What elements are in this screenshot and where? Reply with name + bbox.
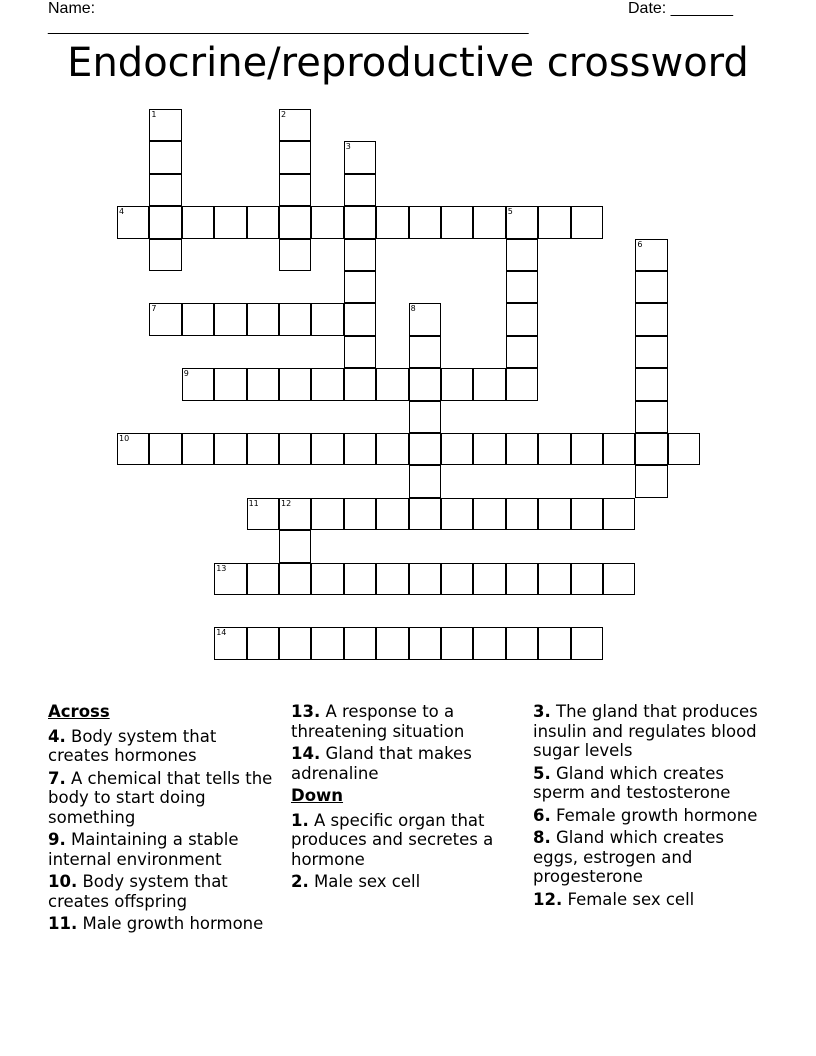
grid-cell[interactable] <box>538 206 570 238</box>
clue-item <box>533 890 763 910</box>
clue-number: 7 <box>151 304 157 314</box>
down-heading: Down <box>291 786 344 805</box>
clues-column-2 <box>291 702 521 895</box>
grid-cell[interactable] <box>311 563 343 595</box>
clue-number-label: 8. <box>533 828 551 847</box>
grid-cell[interactable] <box>344 368 376 400</box>
grid-cell[interactable] <box>344 336 376 368</box>
grid-cell[interactable] <box>441 206 473 238</box>
grid-cell[interactable] <box>344 498 376 530</box>
grid-cell[interactable] <box>506 271 538 303</box>
grid-cell[interactable] <box>149 239 181 271</box>
grid-cell[interactable] <box>571 627 603 659</box>
clue-text: Body system that creates offspring <box>48 872 228 911</box>
grid-cell[interactable] <box>247 433 279 465</box>
clue-number-label: 3. <box>533 702 551 721</box>
grid-cell[interactable] <box>279 368 311 400</box>
clue-number: 8 <box>410 304 416 314</box>
grid-cell[interactable] <box>473 206 505 238</box>
grid-cell[interactable] <box>214 627 246 659</box>
grid-cell[interactable] <box>279 627 311 659</box>
grid-cell[interactable] <box>279 239 311 271</box>
clue-number: 3 <box>345 142 351 152</box>
grid-cell[interactable] <box>149 303 181 335</box>
grid-cell[interactable] <box>344 303 376 335</box>
grid-cell[interactable] <box>409 465 441 497</box>
grid-cell[interactable] <box>409 401 441 433</box>
clue-item <box>291 744 521 783</box>
clue-number: 14 <box>216 628 227 638</box>
grid-cell[interactable] <box>344 627 376 659</box>
grid-cell[interactable] <box>603 563 635 595</box>
grid-cell[interactable] <box>506 239 538 271</box>
grid-cell[interactable] <box>344 563 376 595</box>
grid-cell[interactable] <box>214 206 246 238</box>
grid-cell[interactable] <box>506 368 538 400</box>
grid-cell[interactable] <box>441 368 473 400</box>
clue-item <box>48 914 278 934</box>
clue-number-label: 6. <box>533 805 551 825</box>
clue-number: 11 <box>248 498 259 508</box>
grid-cell[interactable] <box>506 206 538 238</box>
grid-cell[interactable] <box>506 433 538 465</box>
name-field-label[interactable]: Name: ______________________________________________________ <box>48 0 529 35</box>
grid-cell[interactable] <box>279 206 311 238</box>
grid-cell[interactable] <box>214 433 246 465</box>
clue-item <box>48 830 278 869</box>
grid-cell[interactable] <box>247 498 279 530</box>
grid-cell[interactable] <box>571 498 603 530</box>
clue-item <box>291 872 521 892</box>
grid-cell[interactable] <box>311 433 343 465</box>
grid-cell[interactable] <box>279 141 311 173</box>
grid-cell[interactable] <box>311 303 343 335</box>
grid-cell[interactable] <box>279 109 311 141</box>
grid-cell[interactable] <box>506 498 538 530</box>
grid-cell[interactable] <box>635 239 667 271</box>
clue-text: The gland that produces insulin and regulates blood sugar levels <box>533 702 758 760</box>
across-heading: Across <box>48 702 110 721</box>
clue-number-label: 2. <box>291 872 309 891</box>
grid-cell[interactable] <box>182 206 214 238</box>
grid-cell[interactable] <box>344 433 376 465</box>
grid-cell[interactable] <box>506 627 538 659</box>
grid-cell[interactable] <box>441 627 473 659</box>
clue-text: Maintaining a stable internal environment <box>48 830 239 869</box>
grid-cell[interactable] <box>376 627 408 659</box>
grid-cell[interactable] <box>311 206 343 238</box>
clue-item <box>533 764 763 803</box>
grid-cell[interactable] <box>603 433 635 465</box>
clue-text: Male growth hormone <box>77 914 264 933</box>
clue-text: Gland which creates eggs, estrogen and progesterone <box>533 828 724 886</box>
grid-cell[interactable] <box>344 239 376 271</box>
clue-text: A specific organ that produces and secretes a hormone <box>291 810 494 869</box>
clue-number-label: 4. <box>48 726 66 746</box>
grid-cell[interactable] <box>635 336 667 368</box>
clue-number: 13 <box>216 563 227 573</box>
grid-cell[interactable] <box>635 465 667 497</box>
grid-cell[interactable] <box>538 498 570 530</box>
grid-cell[interactable] <box>538 433 570 465</box>
grid-cell[interactable] <box>376 368 408 400</box>
clue-number-label: 9. <box>48 830 66 849</box>
clue-number: 1 <box>151 110 157 119</box>
clues-column-1 <box>48 702 278 937</box>
grid-cell[interactable] <box>409 627 441 659</box>
grid-cell[interactable] <box>409 206 441 238</box>
grid-cell[interactable] <box>376 563 408 595</box>
grid-cell[interactable] <box>149 141 181 173</box>
clue-text: Gland that makes adrenaline <box>291 744 472 783</box>
grid-cell[interactable] <box>311 498 343 530</box>
grid-cell[interactable] <box>409 336 441 368</box>
grid-cell[interactable] <box>344 271 376 303</box>
clues-column-3 <box>533 702 763 912</box>
grid-cell[interactable] <box>279 498 311 530</box>
grid-cell[interactable] <box>214 368 246 400</box>
clue-number: 5 <box>507 207 513 217</box>
grid-cell[interactable] <box>182 433 214 465</box>
grid-cell[interactable] <box>506 563 538 595</box>
grid-cell[interactable] <box>603 498 635 530</box>
grid-cell[interactable] <box>473 498 505 530</box>
grid-cell[interactable] <box>149 109 181 141</box>
clue-number: 9 <box>183 369 189 379</box>
grid-cell[interactable] <box>149 174 181 206</box>
grid-cell[interactable] <box>247 627 279 659</box>
grid-cell[interactable] <box>149 206 181 238</box>
clue-number-label: 1. <box>291 810 309 830</box>
grid-cell[interactable] <box>473 627 505 659</box>
grid-cell[interactable] <box>117 433 149 465</box>
clue-number-label: 7. <box>48 768 66 788</box>
grid-cell[interactable] <box>409 433 441 465</box>
grid-cell[interactable] <box>441 563 473 595</box>
grid-cell[interactable] <box>279 563 311 595</box>
grid-cell[interactable] <box>441 433 473 465</box>
grid-cell[interactable] <box>247 206 279 238</box>
grid-cell[interactable] <box>635 368 667 400</box>
grid-cell[interactable] <box>635 303 667 335</box>
grid-cell[interactable] <box>571 563 603 595</box>
grid-cell[interactable] <box>409 498 441 530</box>
grid-cell[interactable] <box>311 627 343 659</box>
grid-cell[interactable] <box>409 368 441 400</box>
grid-cell[interactable] <box>279 174 311 206</box>
grid-cell[interactable] <box>538 627 570 659</box>
clue-number-label: 13. <box>291 702 321 721</box>
clue-number: 4 <box>119 207 125 217</box>
grid-cell[interactable] <box>247 563 279 595</box>
grid-cell[interactable] <box>149 433 181 465</box>
clue-item <box>48 872 278 911</box>
grid-cell[interactable] <box>473 433 505 465</box>
clue-number-label: 11. <box>48 914 78 933</box>
grid-cell[interactable] <box>376 498 408 530</box>
grid-cell[interactable] <box>441 498 473 530</box>
clue-item <box>48 769 278 828</box>
grid-cell[interactable] <box>182 303 214 335</box>
grid-cell[interactable] <box>506 303 538 335</box>
clue-number: 12 <box>281 498 292 508</box>
grid-cell[interactable] <box>214 563 246 595</box>
grid-cell[interactable] <box>409 303 441 335</box>
grid-cell[interactable] <box>376 206 408 238</box>
grid-cell[interactable] <box>344 174 376 206</box>
grid-cell[interactable] <box>538 563 570 595</box>
clue-text: Female sex cell <box>562 889 695 909</box>
grid-cell[interactable] <box>635 433 667 465</box>
grid-cell[interactable] <box>635 271 667 303</box>
clue-item <box>533 806 763 826</box>
grid-cell[interactable] <box>279 530 311 562</box>
clue-number: 2 <box>281 110 287 119</box>
grid-cell[interactable] <box>506 336 538 368</box>
grid-cell[interactable] <box>279 303 311 335</box>
grid-cell[interactable] <box>668 433 700 465</box>
grid-cell[interactable] <box>635 401 667 433</box>
grid-cell[interactable] <box>182 368 214 400</box>
grid-cell[interactable] <box>571 206 603 238</box>
clue-item <box>533 702 763 761</box>
clue-item <box>291 702 521 741</box>
clue-text: Body system that creates hormones <box>48 726 217 765</box>
clue-item <box>48 727 278 766</box>
grid-cell[interactable] <box>247 303 279 335</box>
grid-cell[interactable] <box>473 368 505 400</box>
grid-cell[interactable] <box>409 563 441 595</box>
grid-cell[interactable] <box>473 563 505 595</box>
page-title: Endocrine/reproductive crossword <box>67 40 749 86</box>
clue-text: Female growth hormone <box>550 805 758 825</box>
clue-text: Gland which creates sperm and testosterone <box>533 763 731 802</box>
grid-cell[interactable] <box>117 206 149 238</box>
grid-cell[interactable] <box>571 433 603 465</box>
clue-text: A chemical that tells the body to start doing something <box>48 768 273 827</box>
clue-number: 6 <box>637 239 643 249</box>
clue-number-label: 5. <box>533 763 551 783</box>
clue-item <box>291 811 521 870</box>
grid-cell[interactable] <box>311 368 343 400</box>
clue-text: A response to a threatening situation <box>291 702 465 741</box>
grid-cell[interactable] <box>279 433 311 465</box>
clue-item <box>533 828 763 887</box>
clue-number: 10 <box>119 434 130 443</box>
grid-cell[interactable] <box>376 433 408 465</box>
grid-cell[interactable] <box>344 141 376 173</box>
date-field-label[interactable]: Date: _______ <box>628 0 733 17</box>
clue-number-label: 12. <box>533 889 563 909</box>
grid-cell[interactable] <box>247 368 279 400</box>
clue-number-label: 10. <box>48 872 78 891</box>
grid-cell[interactable] <box>344 206 376 238</box>
grid-cell[interactable] <box>214 303 246 335</box>
clue-number-label: 14. <box>291 744 321 763</box>
clue-text: Male sex cell <box>308 872 421 891</box>
